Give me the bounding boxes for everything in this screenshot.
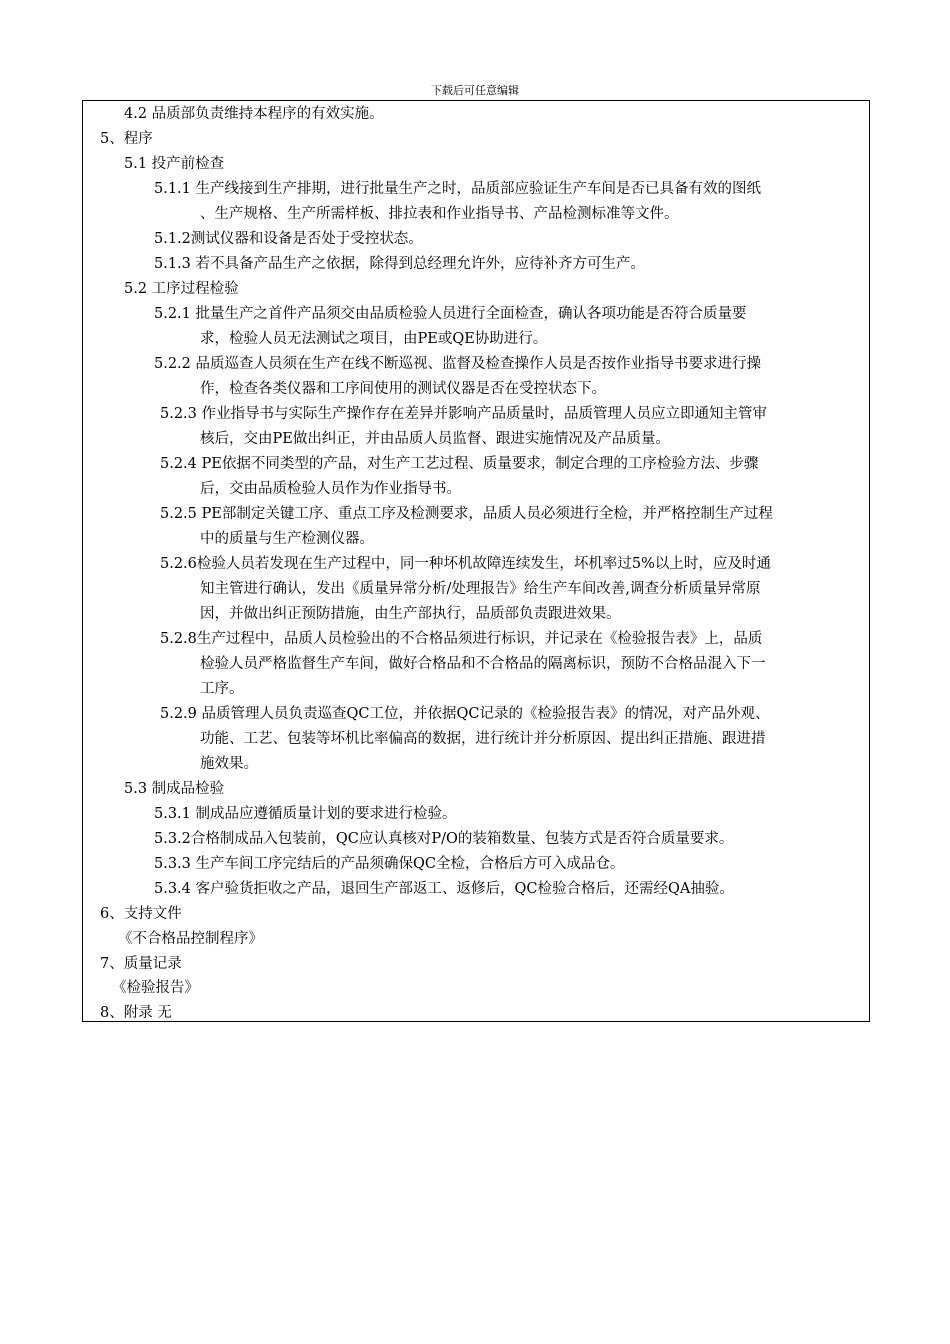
section-heading: 6、支持文件: [100, 906, 182, 922]
text-line: 5.3.3 生产车间工序完结后的产品须确保QC全检，合格后方可入成品仓。: [154, 856, 625, 872]
text-line: 作，检查各类仪器和工序间使用的测试仪器是否在受控状态下。: [200, 381, 606, 397]
subsection-heading: 5.2 工序过程检验: [124, 281, 239, 297]
section-heading: 7、质量记录: [100, 956, 182, 972]
text-line: 知主管进行确认，发出《质量异常分析/处理报告》给生产车间改善,调查分析质量异常原: [200, 581, 761, 597]
text-line: 5.3.2合格制成品入包装前，QC应认真核对P/O的装箱数量、包装方式是否符合质量要求。: [154, 831, 734, 847]
text-line: 5.2.4 PE依据不同类型的产品，对生产工艺过程、质量要求，制定合理的工序检验方法、步骤: [160, 456, 759, 472]
text-line: 检验人员严格监督生产车间，做好合格品和不合格品的隔离标识，预防不合格品混入下一: [200, 656, 766, 672]
text-line: 5.2.6检验人员若发现在生产过程中，同一种坏机故障连续发生，坏机率过5%以上时，应及时通: [160, 556, 771, 572]
text-line: 中的质量与生产检测仪器。: [200, 531, 374, 547]
text-line: 5.1.3 若不具备产品生产之依据，除得到总经理允许外，应待补齐方可生产。: [154, 256, 646, 272]
text-line: 、生产规格、生产所需样板、排拉表和作业指导书、产品检测标准等文件。: [200, 206, 679, 222]
text-line: 《检验报告》: [112, 980, 199, 996]
subsection-heading: 5.1 投产前检查: [124, 156, 225, 172]
text-line: 5.2.8生产过程中，品质人员检验出的不合格品须进行标识，并记录在《检验报告表》上，品质: [160, 631, 763, 647]
section-heading: 8、附录 无: [100, 1005, 172, 1021]
text-line: 5.1.2测试仪器和设备是否处于受控状态。: [154, 231, 423, 247]
text-line: 因，并做出纠正预防措施，由生产部执行，品质部负责跟进效果。: [200, 606, 621, 622]
text-line: 5.2.9 品质管理人员负责巡查QC工位，并依据QC记录的《检验报告表》的情况，对产品外观、: [160, 706, 770, 722]
text-line: 工序。: [200, 681, 244, 697]
text-line: 《不合格品控制程序》: [118, 931, 263, 947]
text-line: 5.2.1 批量生产之首件产品须交由品质检验人员进行全面检查，确认各项功能是否符合质量要: [154, 306, 747, 322]
text-line: 求，检验人员无法测试之项目，由PE或QE协助进行。: [200, 331, 548, 347]
text-line: 施效果。: [200, 756, 258, 772]
text-line: 5.2.2 品质巡查人员须在生产在线不断巡视、监督及检查操作人员是否按作业指导书要求进行操: [154, 356, 761, 372]
page-header: 下载后可任意编辑: [431, 84, 519, 97]
section-heading: 5、程序: [100, 131, 153, 147]
subsection-heading: 5.3 制成品检验: [124, 781, 225, 797]
text-line: 功能、工艺、包装等坏机比率偏高的数据，进行统计并分析原因、提出纠正措施、跟进措: [200, 731, 766, 747]
text-line: 后，交由品质检验人员作为作业指导书。: [200, 481, 461, 497]
text-line: 5.3.4 客户验货拒收之产品，退回生产部返工、返修后，QC检验合格后，还需经QA抽验。: [154, 881, 734, 897]
text-line: 5.2.5 PE部制定关键工序、重点工序及检测要求，品质人员必须进行全检，并严格控制生产过程: [160, 506, 773, 522]
text-line: 5.3.1 制成品应遵循质量计划的要求进行检验。: [154, 806, 457, 822]
text-line: 核后，交由PE做出纠正，并由品质人员监督、跟进实施情况及产品质量。: [200, 431, 670, 447]
text-line: 5.2.3 作业指导书与实际生产操作存在差异并影响产品质量时，品质管理人员应立即通知主管审: [160, 406, 767, 422]
text-line: 5.1.1 生产线接到生产排期，进行批量生产之时，品质部应验证生产车间是否已具备有效的图纸: [154, 181, 761, 197]
document-frame: [82, 100, 870, 1022]
text-line: 4.2 品质部负责维持本程序的有效实施。: [124, 106, 384, 122]
